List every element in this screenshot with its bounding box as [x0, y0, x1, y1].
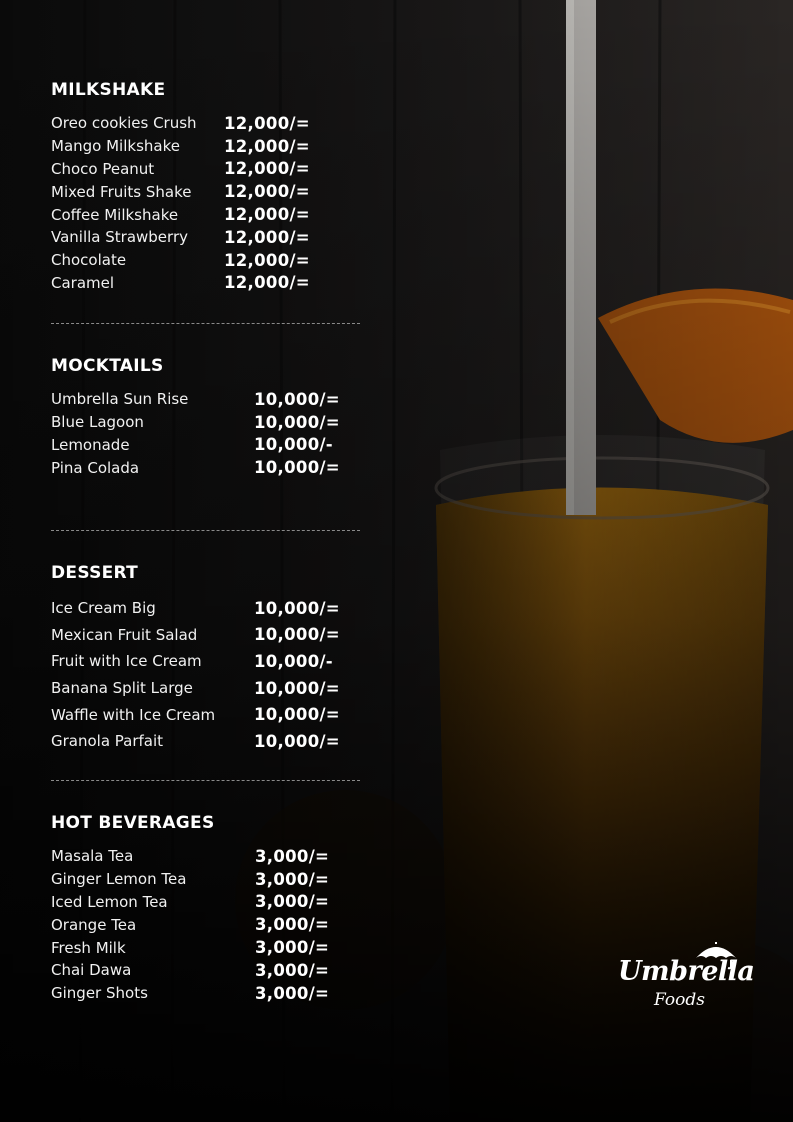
- menu-item: [51, 982, 371, 1005]
- item-name: Coffee Milkshake: [51, 205, 179, 224]
- item-price: 10,000/=: [254, 598, 340, 618]
- item-price: 10,000/=: [254, 412, 340, 432]
- item-list: [51, 112, 371, 294]
- menu-column: [51, 80, 371, 1005]
- item-name: Caramel: [51, 273, 115, 292]
- item-list: [51, 845, 371, 1005]
- item-price: 12,000/=: [224, 273, 310, 293]
- menu-item: [51, 180, 371, 203]
- menu-item: [51, 701, 371, 728]
- logo-wordmark: Umbrella: [618, 956, 755, 987]
- item-name: Mexican Fruit Salad: [51, 625, 198, 644]
- menu-item: [51, 388, 371, 411]
- menu-item: [51, 411, 371, 434]
- item-price: 10,000/-: [254, 651, 333, 671]
- item-price: 3,000/=: [255, 960, 330, 980]
- menu-item: [51, 913, 371, 936]
- item-name: Chai Dawa: [51, 961, 132, 980]
- menu-item: [51, 272, 371, 295]
- menu-item: [51, 648, 371, 675]
- item-name: Lemonade: [51, 435, 130, 454]
- menu-item: [51, 891, 371, 914]
- section-hot-beverages: [51, 781, 371, 1005]
- item-price: 3,000/=: [255, 892, 330, 912]
- section-title: HOT BEVERAGES: [51, 813, 215, 833]
- item-name: Iced Lemon Tea: [51, 892, 168, 911]
- menu-item: [51, 456, 371, 479]
- item-list: [51, 595, 371, 755]
- item-name: Vanilla Strawberry: [51, 228, 188, 247]
- menu-item: [51, 203, 371, 226]
- item-price: 10,000/=: [254, 625, 340, 645]
- item-price: 10,000/=: [254, 389, 340, 409]
- item-name: Ice Cream Big: [51, 599, 156, 618]
- item-name: Orange Tea: [51, 915, 137, 934]
- menu-item: [51, 112, 371, 135]
- item-name: Masala Tea: [51, 847, 134, 866]
- item-name: Choco Peanut: [51, 159, 155, 178]
- menu-item: [51, 135, 371, 158]
- menu-item: [51, 249, 371, 272]
- item-price: 10,000/-: [254, 435, 333, 455]
- menu-item: [51, 595, 371, 622]
- menu-item: [51, 434, 371, 457]
- item-price: 3,000/=: [255, 915, 330, 935]
- item-name: Mixed Fruits Shake: [51, 182, 192, 201]
- item-price: 12,000/=: [224, 159, 310, 179]
- item-name: Pina Colada: [51, 458, 140, 477]
- brand-logo: [618, 942, 755, 1014]
- section-milkshake: [51, 80, 371, 323]
- item-name: Fruit with Ice Cream: [51, 652, 202, 671]
- item-price: 10,000/=: [254, 678, 340, 698]
- item-price: 3,000/=: [255, 869, 330, 889]
- menu-item: [51, 845, 371, 868]
- item-name: Ginger Lemon Tea: [51, 870, 187, 889]
- menu-item: [51, 622, 371, 649]
- item-price: 12,000/=: [224, 136, 310, 156]
- item-name: Banana Split Large: [51, 679, 193, 698]
- section-dessert: [51, 531, 371, 780]
- menu-item: [51, 936, 371, 959]
- item-price: 12,000/=: [224, 227, 310, 247]
- menu-item: [51, 158, 371, 181]
- item-name: Fresh Milk: [51, 938, 126, 957]
- menu-item: [51, 728, 371, 755]
- item-name: Granola Parfait: [51, 732, 164, 751]
- menu-item: [51, 959, 371, 982]
- item-name: Blue Lagoon: [51, 413, 144, 432]
- item-name: Chocolate: [51, 251, 127, 270]
- item-price: 12,000/=: [224, 250, 310, 270]
- menu-item: [51, 226, 371, 249]
- section-mocktails: [51, 324, 371, 530]
- item-name: Oreo cookies Crush: [51, 114, 197, 133]
- section-title: MILKSHAKE: [51, 80, 166, 100]
- item-name: Umbrella Sun Rise: [51, 390, 189, 409]
- item-price: 10,000/=: [254, 705, 340, 725]
- logo-subtitle: Foods: [654, 990, 705, 1010]
- item-price: 10,000/=: [254, 458, 340, 478]
- item-price: 12,000/=: [224, 113, 310, 133]
- item-price: 3,000/=: [255, 938, 330, 958]
- section-title: MOCKTAILS: [51, 356, 164, 376]
- item-price: 3,000/=: [255, 846, 330, 866]
- item-price: 12,000/=: [224, 205, 310, 225]
- menu-item: [51, 675, 371, 702]
- item-name: Mango Milkshake: [51, 137, 180, 156]
- menu-item: [51, 868, 371, 891]
- item-name: Waffle with Ice Cream: [51, 705, 216, 724]
- item-name: Ginger Shots: [51, 984, 148, 1003]
- section-title: DESSERT: [51, 563, 139, 583]
- item-price: 3,000/=: [255, 983, 330, 1003]
- item-price: 10,000/=: [254, 731, 340, 751]
- item-list: [51, 388, 371, 479]
- item-price: 12,000/=: [224, 182, 310, 202]
